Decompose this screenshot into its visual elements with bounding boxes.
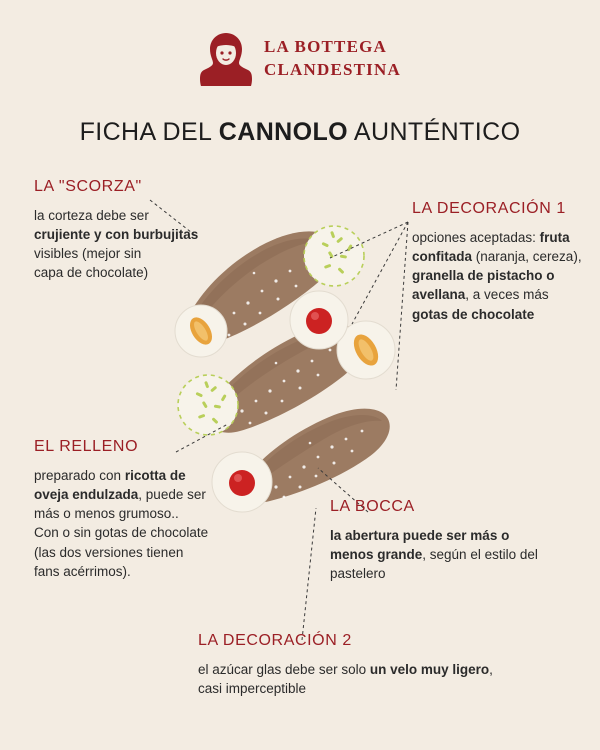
brand-logo [200,28,430,90]
callout-decoracion-2-body: el azúcar glas debe ser solo un velo muy ligero, casi imperceptible [198,662,493,697]
title-highlight: CANNOLO [218,118,348,146]
cherry-garnish-icon [284,285,354,355]
callout-decoracion-2-heading: LA DECORACIÓN 2 [198,632,352,649]
callout-scorza-heading: LA "SCORZA" [34,178,142,195]
callout-scorza [34,178,199,283]
title-after: AUNTÉNTICO [347,118,521,146]
callout-relleno [34,438,209,581]
callout-decoracion-2 [198,632,498,698]
callout-bocca [330,498,545,583]
callout-scorza-body: la corteza debe ser crujiente y con burbujitas visibles (mejor sin capa de chocolate) [34,208,199,281]
leader-deco2 [302,508,316,640]
page-title [0,118,600,147]
callout-decoracion-1-heading: LA DECORACIÓN 1 [412,200,566,217]
callout-relleno-heading: EL RELLENO [34,438,139,455]
callout-decoracion-1 [412,200,584,324]
title-before: FICHA DEL [79,118,219,146]
brand-name-line2: CLANDESTINA [264,60,401,79]
callout-bocca-body: la abertura puede ser más o menos grande, según el estilo del pastelero [330,528,538,582]
brand-name [264,36,401,82]
callout-bocca-heading: LA BOCCA [330,498,415,515]
woman-face-logo-icon [200,31,252,87]
callout-decoracion-1-body: opciones aceptadas: fruta confitada (naranja, cereza), granella de pistacho o avellana, a veces más gotas de chocolate [412,230,582,322]
brand-name-line1: LA BOTTEGA [264,37,388,57]
callout-relleno-body: preparado con ricotta de oveja endulzada, puede ser más o menos grumoso.. Con o sin gotas de chocolate (las dos versiones tienen fans acérrimos). [34,468,209,579]
